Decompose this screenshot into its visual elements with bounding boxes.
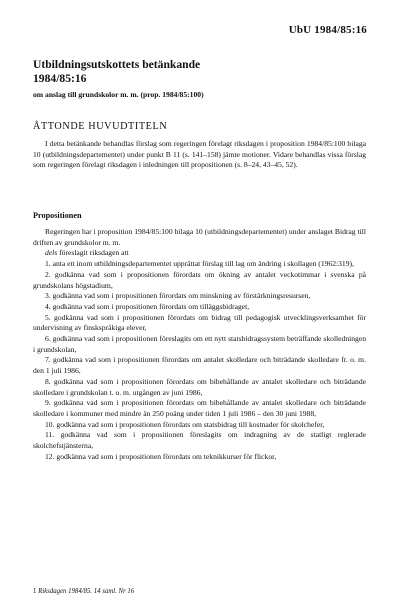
list-item: 10. godkänna vad som i propositionen förordats om statsbidrag till kostnader för skolchefer,: [45, 419, 325, 429]
footer-text: Riksdagen 1984/85. 14 saml. Nr 16: [38, 588, 135, 595]
list-item: 2. godkänna vad som i propositionen förordats om ökning av antalet veckotimmar i svenska på grundskolans högstadium,: [33, 269, 366, 290]
propositionen-lead: Regeringen har i proposition 1984/85:100 bilaga 10 (utbildningsdepartementet) under anslaget Bidrag till driften av grundskolor m. m.: [33, 227, 366, 247]
propositionen-body: [33, 227, 366, 462]
list-item: 3. godkänna vad som i propositionen förordats om minskning av förstärkningsresursen,: [45, 291, 311, 301]
dels-line: [33, 248, 366, 259]
list-item: 7. godkänna vad som i propositionen förordats om antalet skolledare och biträdande skolledare fr. o. m. den 1 juli 1986,: [33, 355, 366, 376]
propositionen-heading: Propositionen: [33, 211, 82, 220]
document-subtitle: om anslag till grundskolor m. m. (prop. 1984/85:100): [33, 90, 204, 99]
page-footer: [33, 588, 134, 595]
dels-rest: föreslagit riksdagen att: [59, 248, 129, 258]
document-reference: UbU 1984/85:16: [288, 24, 367, 36]
list-item: 1. anta ett inom utbildningsdepartementet upprättat förslag till lag om ändring i skollagen (1962:319),: [45, 259, 354, 269]
document-title: Utbildningsutskottets betänkande: [33, 58, 201, 71]
footer-page-number: 1: [33, 588, 37, 595]
list-item: 11. godkänna vad som i propositionen föreslagits om indragning av de statligt reglerade skolchefstjänsterna,: [33, 430, 366, 451]
list-item: 5. godkänna vad som i propositionen förordats om bidrag till pedagogisk utvecklingsverksamhet för undervisning av finskspråkiga elever,: [33, 312, 366, 333]
list-item: 9. godkänna vad som i propositionen förordats om bibehållande av antalet skolledare och biträdande skolledare i kommuner med mindre än 250 poäng under tiden 1 juli 1986 – den 30 juni 1988,: [33, 398, 366, 418]
list-item: 6. godkänna vad som i propositionen föreslagits om ett nytt statsbidragssystem beträffande skolledningen i grundskolan,: [33, 334, 366, 354]
list-item: 4. godkänna vad som i propositionen förordats om tilläggsbidraget,: [45, 301, 250, 311]
list-item: 12. godkänna vad som i propositionen förordats om teknikkurser för flickor,: [45, 451, 277, 461]
section-title: ÅTTONDE HUVUDTITELN: [33, 121, 168, 132]
document-number: 1984/85:16: [33, 72, 87, 85]
intro-paragraph: I detta betänkande behandlas förslag som regeringen förelagt riksdagen i proposition 1984/85:100 bilaga 10 (utbildningsdepartementet) under punkt B 11 (s. 141–158) jämte motioner. Vidare behandlas vissa förslag som regeringen förelagt riksdagen i inledningen till propositionen (s. 8–24, 43–45, 52).: [33, 139, 366, 170]
list-item: 8. godkänna vad som i propositionen förordats om bibehållande av antalet skolledare och biträdande skolledare i grundskolan t. o. m. utgången av juni 1986,: [33, 376, 366, 397]
dels-word: dels: [45, 248, 58, 258]
